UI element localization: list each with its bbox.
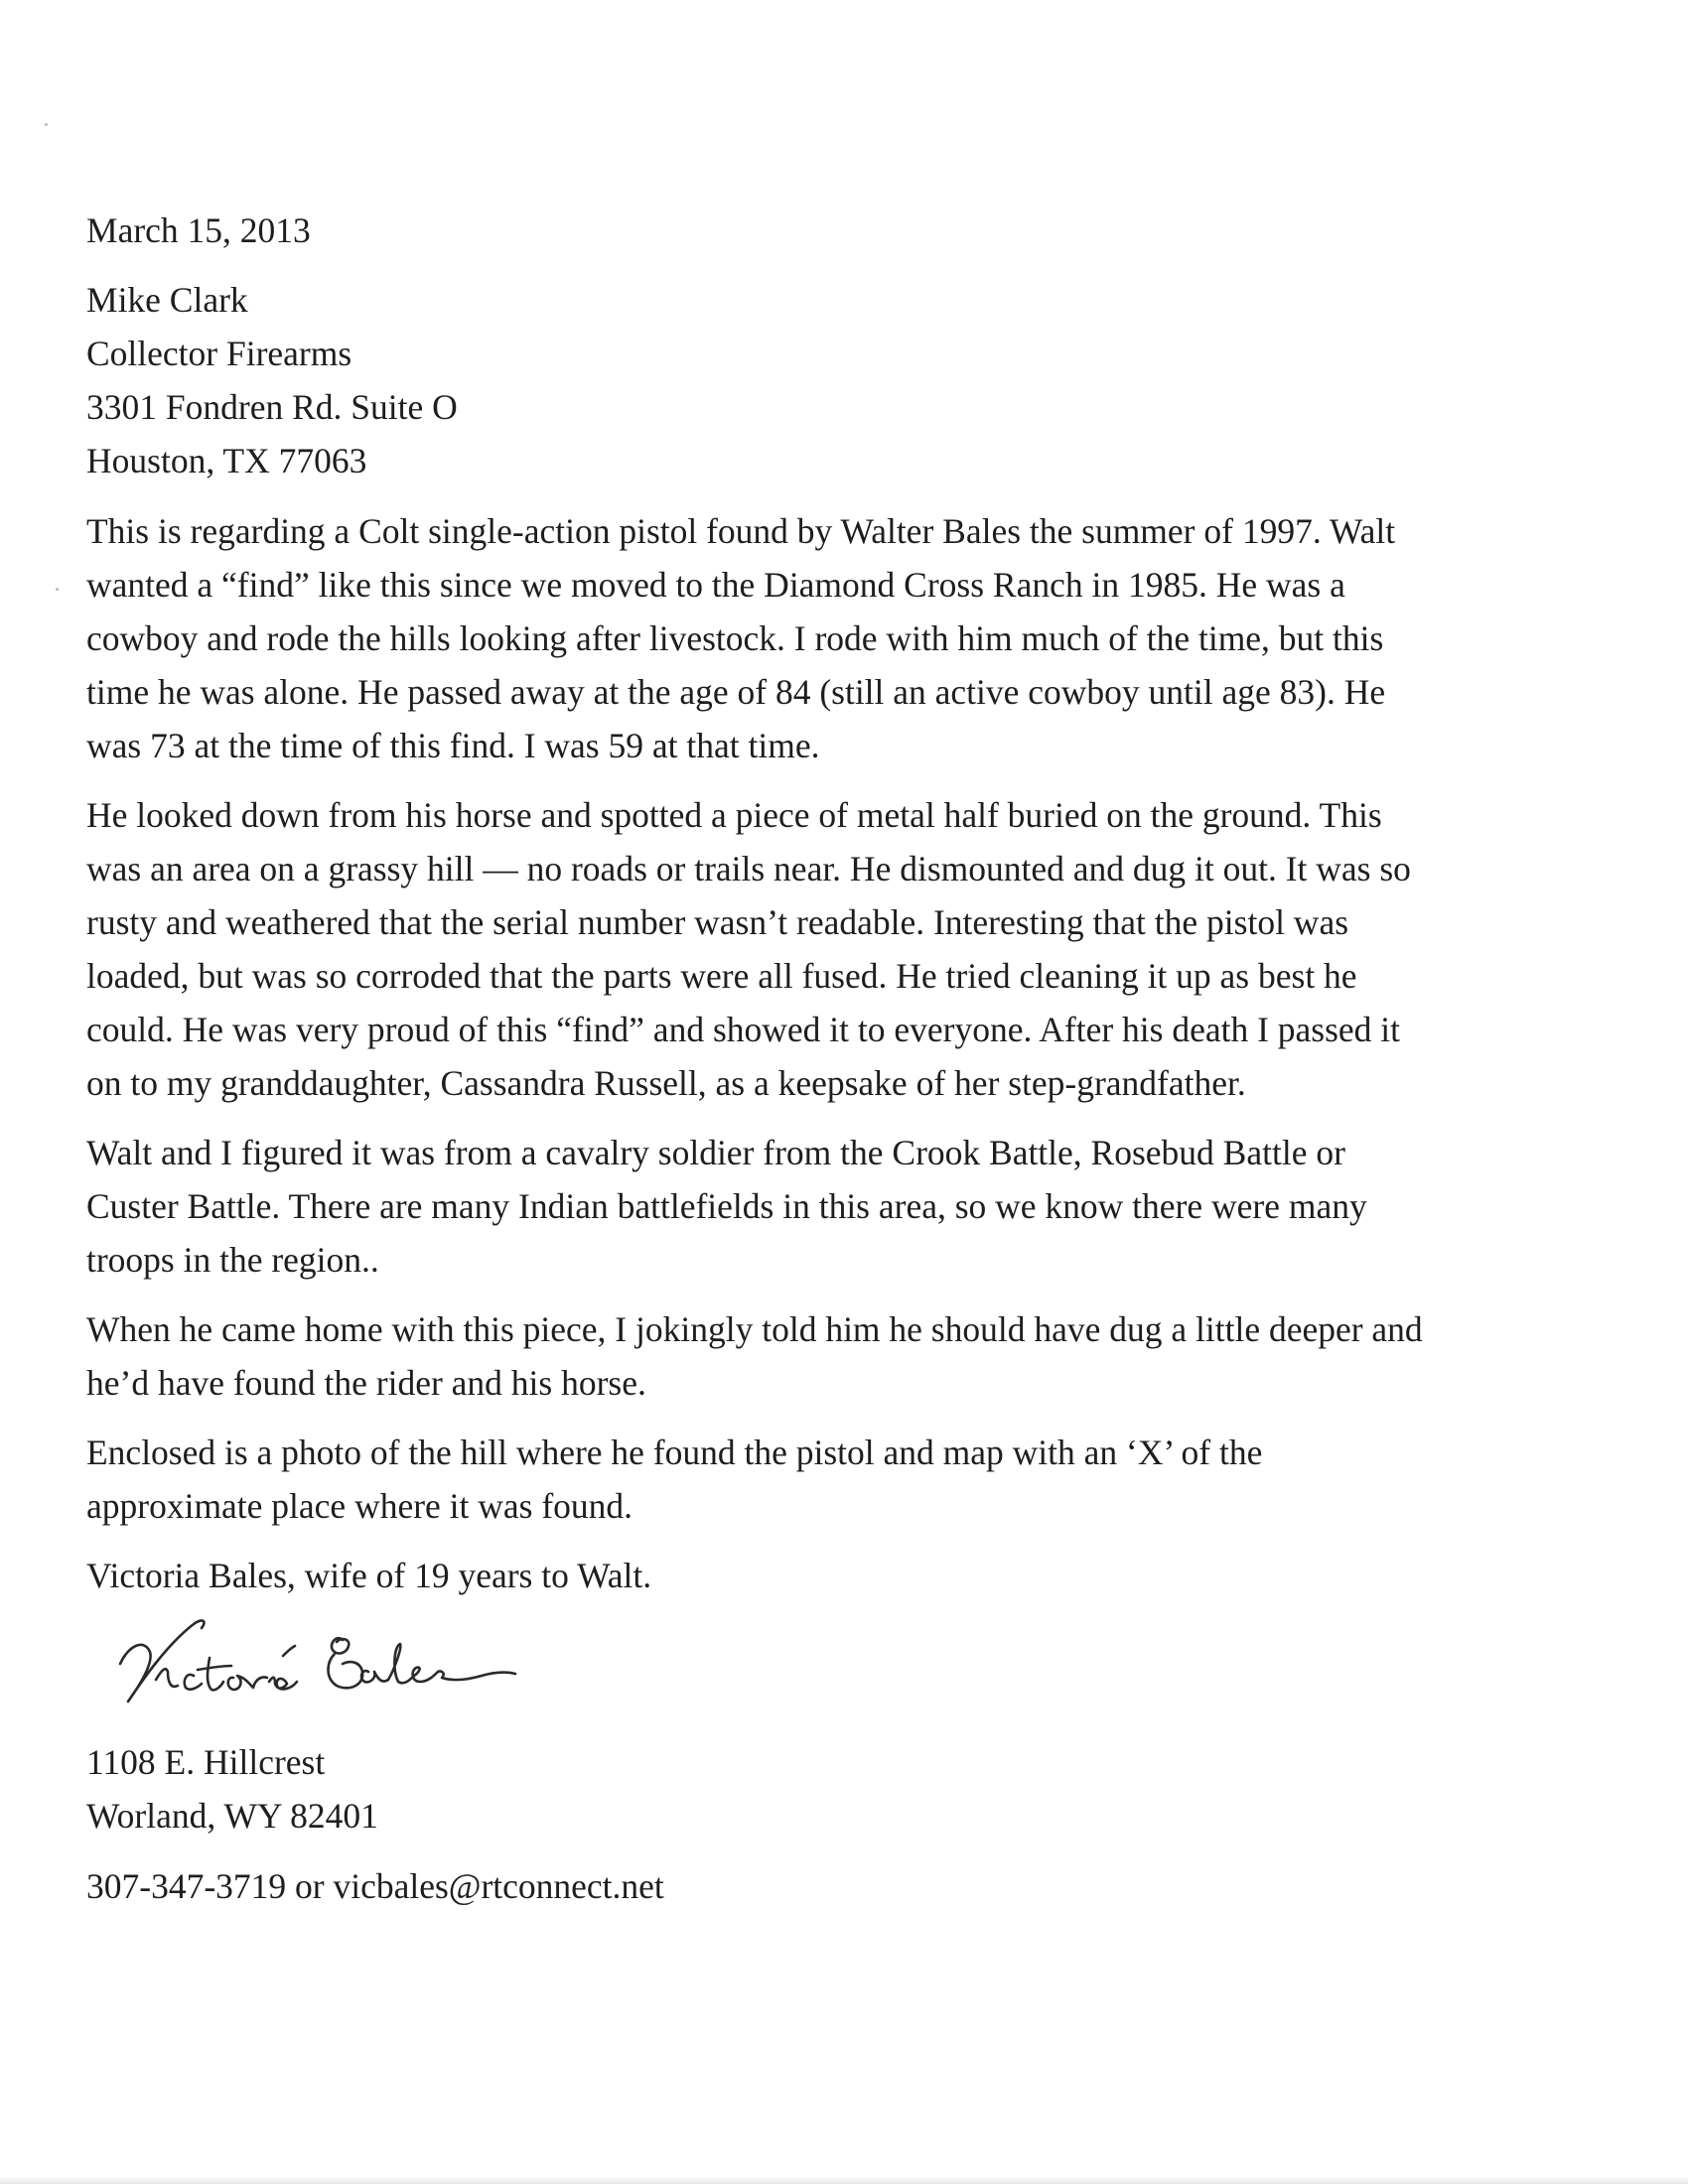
recipient-street: 3301 Fondren Rd. Suite O <box>86 387 458 427</box>
letter-body <box>86 204 1616 1913</box>
sender-city: Worland, WY 82401 <box>86 1796 378 1836</box>
text-line: was an area on a grassy hill — no roads or trails near. He dismounted and dug it out. It was so <box>86 849 1411 888</box>
text-line: This is regarding a Colt single-action pistol found by Walter Bales the summer of 1997. Walt <box>86 511 1396 551</box>
text-line: loaded, but was so corroded that the parts were all fused. He tried cleaning it up as best he <box>86 956 1357 996</box>
recipient-company: Collector Firearms <box>86 334 352 373</box>
sender-street: 1108 E. Hillcrest <box>86 1742 326 1782</box>
paragraph-4 <box>86 1302 1616 1410</box>
text-line: troops in the region.. <box>86 1240 379 1280</box>
recipient-city: Houston, TX 77063 <box>86 441 367 480</box>
text-line: Custer Battle. There are many Indian battlefields in this area, so we know there were many <box>86 1186 1367 1226</box>
text-line: wanted a “find” like this since we moved to the Diamond Cross Ranch in 1985. He was a <box>86 565 1345 605</box>
scan-speck <box>56 588 59 591</box>
recipient-address <box>86 273 1616 487</box>
text-line: could. He was very proud of this “find” and showed it to everyone. After his death I passed it <box>86 1010 1401 1049</box>
recipient-name: Mike Clark <box>86 280 248 320</box>
text-line: he’d have found the rider and his horse. <box>86 1363 646 1403</box>
scan-bottom-edge <box>0 2176 1688 2184</box>
text-line: rusty and weathered that the serial number wasn’t readable. Interesting that the pistol was <box>86 902 1349 942</box>
scan-speck <box>45 123 48 126</box>
text-line: Walt and I figured it was from a cavalry soldier from the Crook Battle, Rosebud Battle or <box>86 1133 1345 1172</box>
closing-line: Victoria Bales, wife of 19 years to Walt. <box>86 1556 652 1595</box>
text-line: time he was alone. He passed away at the age of 84 (still an active cowboy until age 83). He <box>86 672 1386 712</box>
sender-address <box>86 1735 1616 1843</box>
contact-info: 307-347-3719 or vicbales@rtconnect.net <box>86 1866 664 1906</box>
text-line: When he came home with this piece, I jokingly told him he should have dug a little deeper and <box>86 1309 1423 1349</box>
text-line: approximate place where it was found. <box>86 1486 633 1526</box>
paragraph-5 <box>86 1426 1616 1533</box>
text-line: cowboy and rode the hills looking after livestock. I rode with him much of the time, but this <box>86 618 1384 658</box>
text-line: was 73 at the time of this find. I was 59 at that time. <box>86 726 820 765</box>
letter-date: March 15, 2013 <box>86 210 311 250</box>
text-line: Enclosed is a photo of the hill where he found the pistol and map with an ‘X’ of the <box>86 1433 1263 1472</box>
paragraph-2 <box>86 788 1616 1110</box>
paragraph-1 <box>86 504 1616 772</box>
paragraph-3 <box>86 1126 1616 1287</box>
text-line: on to my granddaughter, Cassandra Russell, as a keepsake of her step-grandfather. <box>86 1063 1246 1103</box>
text-line: He looked down from his horse and spotted a piece of metal half buried on the ground. This <box>86 795 1382 835</box>
handwritten-signature <box>98 1606 654 1715</box>
